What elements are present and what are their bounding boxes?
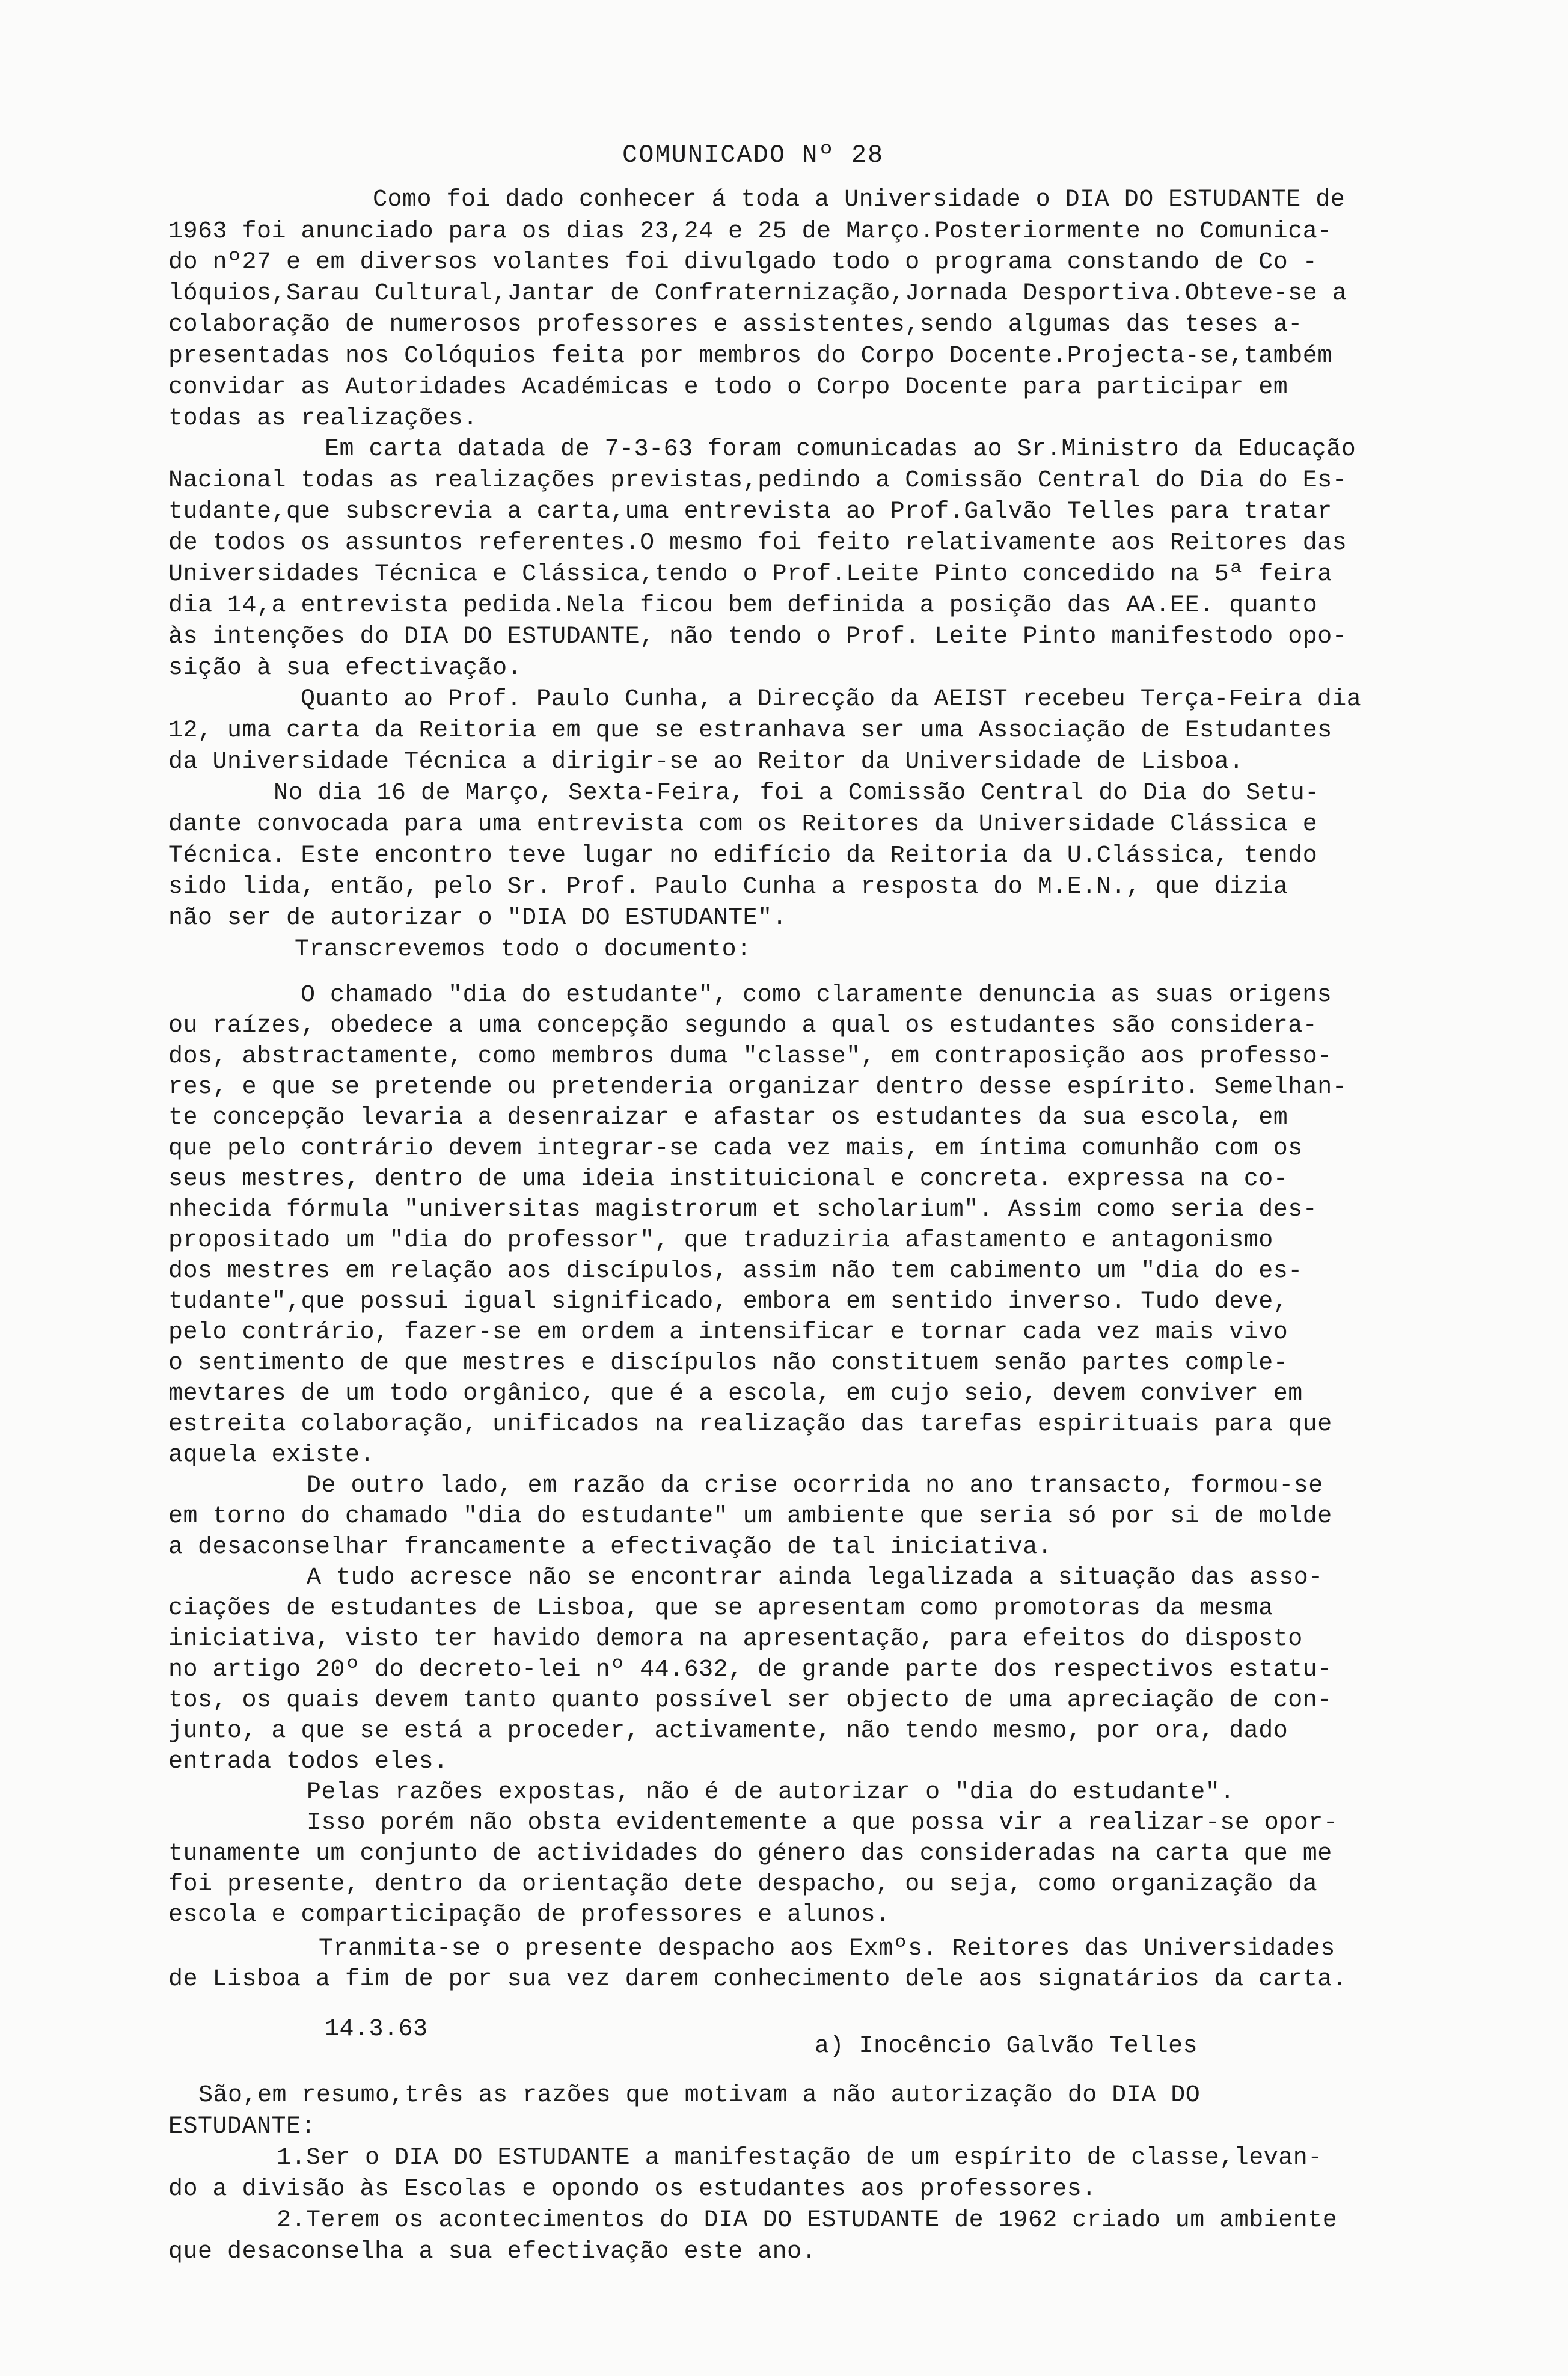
intro-line: do nº27 e em diversos volantes foi divulgado todo o programa constando de Co - bbox=[168, 249, 1318, 276]
quote-line: A tudo acresce não se encontrar ainda legalizada a situação das asso- bbox=[307, 1564, 1323, 1591]
intro-line: Quanto ao Prof. Paulo Cunha, a Direcção da AEIST recebeu Terça-Feira dia bbox=[301, 686, 1362, 713]
quote-line: ou raízes, obedece a uma concepção segundo a qual os estudantes são considera- bbox=[168, 1012, 1318, 1040]
quote-line: dos mestres em relação aos discípulos, assim não tem cabimento um "dia do es- bbox=[168, 1258, 1303, 1285]
quote-line: tunamente um conjunto de actividades do género das consideradas na carta que me bbox=[168, 1840, 1332, 1867]
quote-line: Isso porém não obsta evidentemente a que possa vir a realizar-se opor- bbox=[307, 1810, 1338, 1837]
quote-line: dos, abstractamente, como membros duma "classe", em contraposição aos professo- bbox=[168, 1043, 1332, 1070]
quote-line: que pelo contrário devem integrar-se cada vez mais, em íntima comunhão com os bbox=[168, 1135, 1303, 1162]
intro-line: presentadas nos Colóquios feita por membros do Corpo Docente.Projecta-se,também bbox=[168, 343, 1332, 370]
quote-line: O chamado "dia do estudante", como claramente denuncia as suas origens bbox=[301, 982, 1332, 1009]
quote-line: mevtares de um todo orgânico, que é a escola, em cujo seio, devem conviver em bbox=[168, 1380, 1303, 1407]
dispatch-signature: a) Inocêncio Galvão Telles bbox=[815, 2033, 1198, 2060]
intro-line: Em carta datada de 7-3-63 foram comunicadas ao Sr.Ministro da Educação bbox=[325, 436, 1356, 463]
intro-line: Técnica. Este encontro teve lugar no edifício da Reitoria da U.Clássica, tendo bbox=[168, 842, 1318, 869]
intro-line: Como foi dado conhecer á toda a Universidade o DIA DO ESTUDANTE de bbox=[373, 186, 1346, 213]
quote-line: entrada todos eles. bbox=[168, 1748, 449, 1775]
quote-line: o sentimento de que mestres e discípulos não constituem senão partes comple- bbox=[168, 1350, 1288, 1377]
quote-line: tudante",que possui igual significado, embora em sentido inverso. Tudo deve, bbox=[168, 1288, 1288, 1315]
intro-line: Nacional todas as realizações previstas,pedindo a Comissão Central do Dia do Es- bbox=[168, 467, 1347, 494]
quote-line: Tranmita-se o presente despacho aos Exmºs. Reitores das Universidades bbox=[319, 1935, 1335, 1962]
quote-line: a desaconselhar francamente a efectivação de tal iniciativa. bbox=[168, 1534, 1053, 1561]
intro-line: sido lida, então, pelo Sr. Prof. Paulo Cunha a resposta do M.E.N., que dizia bbox=[168, 874, 1288, 901]
intro-line: Transcrevemos todo o documento: bbox=[295, 936, 752, 963]
intro-line: todas as realizações. bbox=[168, 405, 478, 432]
summary-line: do a divisão às Escolas e opondo os estudantes aos professores. bbox=[168, 2176, 1097, 2203]
quote-line: em torno do chamado "dia do estudante" um ambiente que seria só por si de molde bbox=[168, 1503, 1332, 1530]
quote-line: foi presente, dentro da orientação dete despacho, ou seja, como organização da bbox=[168, 1871, 1318, 1898]
intro-line: às intenções do DIA DO ESTUDANTE, não tendo o Prof. Leite Pinto manifestodo opo- bbox=[168, 623, 1347, 651]
summary-line: ESTUDANTE: bbox=[168, 2113, 316, 2140]
dispatch-date: 14.3.63 bbox=[325, 2016, 428, 2043]
intro-line: 12, uma carta da Reitoria em que se estranhava ser uma Associação de Estudantes bbox=[168, 717, 1332, 744]
quote-line: tos, os quais devem tanto quanto possível ser objecto de uma apreciação de con- bbox=[168, 1687, 1332, 1714]
intro-line: da Universidade Técnica a dirigir-se ao Reitor da Universidade de Lisboa. bbox=[168, 749, 1244, 776]
intro-line: Universidades Técnica e Clássica,tendo o Prof.Leite Pinto concedido na 5ª feira bbox=[168, 561, 1332, 588]
summary-line: São,em resumo,três as razões que motivam a não autorização do DIA DO bbox=[198, 2082, 1201, 2109]
document-title: COMUNICADO Nº 28 bbox=[622, 141, 884, 170]
intro-line: 1963 foi anunciado para os dias 23,24 e 25 de Março.Posteriormente no Comunica- bbox=[168, 218, 1332, 245]
intro-line: lóquios,Sarau Cultural,Jantar de Confraternização,Jornada Desportiva.Obteve-se a bbox=[168, 280, 1347, 307]
intro-line: convidar as Autoridades Académicas e todo o Corpo Docente para participar em bbox=[168, 374, 1288, 401]
quote-line: junto, a que se está a proceder, activamente, não tendo mesmo, por ora, dado bbox=[168, 1718, 1288, 1745]
quote-line: res, e que se pretende ou pretenderia organizar dentro desse espírito. Semelhan- bbox=[168, 1074, 1347, 1101]
quote-line: de Lisboa a fim de por sua vez darem conhecimento dele aos signatários da carta. bbox=[168, 1966, 1347, 1993]
quote-line: De outro lado, em razão da crise ocorrida no ano transacto, formou-se bbox=[307, 1472, 1323, 1499]
quote-line: no artigo 20º do decreto-lei nº 44.632, de grande parte dos respectivos estatu- bbox=[168, 1656, 1332, 1683]
quote-line: nhecida fórmula "universitas magistrorum et scholarium". Assim como seria des- bbox=[168, 1196, 1318, 1223]
quote-line: escola e comparticipação de professores e alunos. bbox=[168, 1902, 890, 1929]
intro-line: colaboração de numerosos professores e assistentes,sendo algumas das teses a- bbox=[168, 311, 1303, 338]
intro-line: No dia 16 de Março, Sexta-Feira, foi a Comissão Central do Dia do Setu- bbox=[274, 780, 1320, 807]
quote-line: pelo contrário, fazer-se em ordem a intensificar e tornar cada vez mais vivo bbox=[168, 1319, 1288, 1346]
summary-line: que desaconselha a sua efectivação este ano. bbox=[168, 2238, 817, 2265]
quote-line: aquela existe. bbox=[168, 1442, 375, 1469]
intro-line: sição à sua efectivação. bbox=[168, 655, 522, 682]
quote-line: propositado um "dia do professor", que traduziria afastamento e antagonismo bbox=[168, 1227, 1273, 1254]
summary-line: 2.Terem os acontecimentos do DIA DO ESTUDANTE de 1962 criado um ambiente bbox=[277, 2207, 1338, 2234]
quote-line: estreita colaboração, unificados na realização das tarefas espirituais para que bbox=[168, 1411, 1332, 1438]
intro-line: dia 14,a entrevista pedida.Nela ficou bem definida a posição das AA.EE. quanto bbox=[168, 592, 1318, 619]
intro-line: não ser de autorizar o "DIA DO ESTUDANTE". bbox=[168, 905, 788, 932]
quote-line: te concepção levaria a desenraizar e afastar os estudantes da sua escola, em bbox=[168, 1104, 1288, 1131]
quote-line: ciações de estudantes de Lisboa, que se apresentam como promotoras da mesma bbox=[168, 1595, 1273, 1622]
quote-line: Pelas razões expostas, não é de autorizar o "dia do estudante". bbox=[307, 1779, 1235, 1806]
summary-line: 1.Ser o DIA DO ESTUDANTE a manifestação de um espírito de classe,levan- bbox=[277, 2145, 1323, 2172]
quote-line: seus mestres, dentro de uma ideia instituicional e concreta. expressa na co- bbox=[168, 1166, 1288, 1193]
intro-line: tudante,que subscrevia a carta,uma entrevista ao Prof.Galvão Telles para tratar bbox=[168, 498, 1332, 525]
quote-line: iniciativa, visto ter havido demora na apresentação, para efeitos do disposto bbox=[168, 1626, 1303, 1653]
intro-line: de todos os assuntos referentes.O mesmo foi feito relativamente aos Reitores das bbox=[168, 530, 1347, 557]
intro-line: dante convocada para uma entrevista com os Reitores da Universidade Clássica e bbox=[168, 811, 1318, 838]
